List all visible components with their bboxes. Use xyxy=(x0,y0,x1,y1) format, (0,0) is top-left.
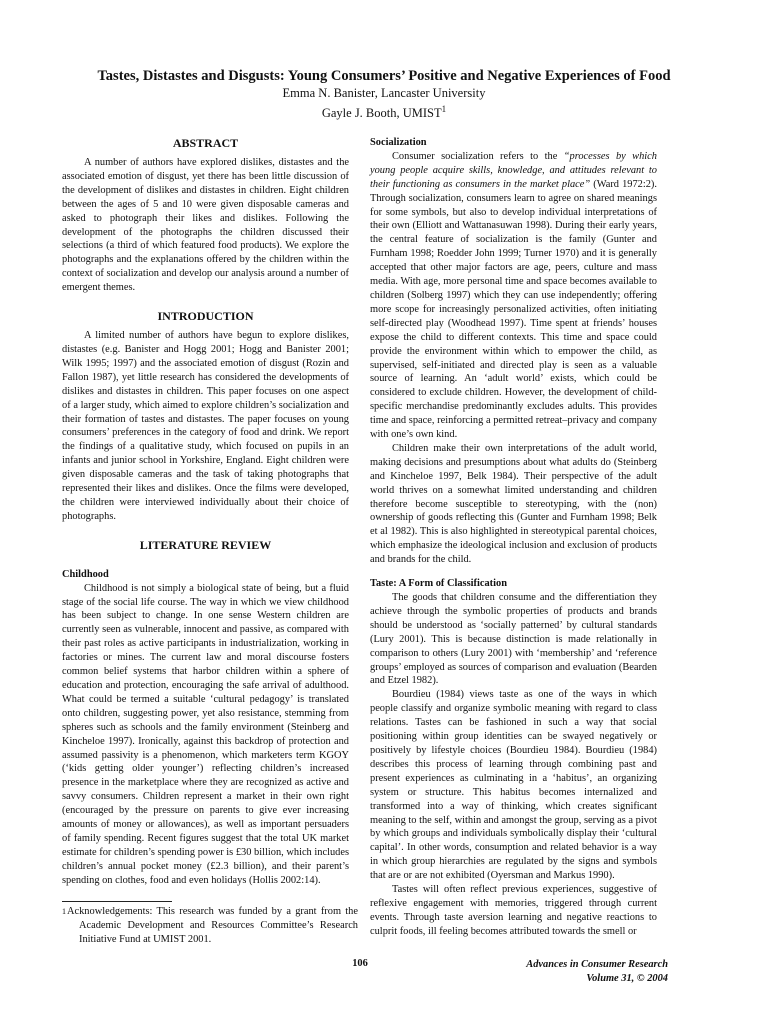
footnote-rule xyxy=(62,901,172,902)
journal-volume: Volume 31, © 2004 xyxy=(586,972,668,984)
page-number: 106 xyxy=(352,958,368,969)
taste-paragraph-1: The goods that children consume and the differentiation they achieve through the symbolic properties of products and brands should be understood as ‘socially patterned’ by cultural standards (Lury 2001). This is because distinction is made relationally in comparison to others (Lury 2001) with ‘membership’ and ‘reference groups’ employed as sources of comparison and evaluation (Bearden and Etzel 1982). xyxy=(370,592,657,687)
abstract-heading: ABSTRACT xyxy=(172,136,239,150)
socialization-p1-rest: (Ward 1972:2). Through socialization, consumers learn to agree on shared meanings for some symbols, but also to develop individual interpretations of their own (Elliott and Wattanasuwan 1998). During their early years, the central feature of socialization is the family (Gunter and Furnham 1998; Roedder John 1999; Turner 1970) and it is generally accepted that other major factors are age, peers, culture and mass media. With age, more personal time and space becomes available to children (Solberg 1997) which they can use independently; offering more scope for increasingly personalized activities, often initiating self-directed play (Woodhead 1997). Time spent at friends’ houses expose the child to different contexts. This time and space could provide the environment within which to empower the child, as supervised, self-initiated and directed play is seen as a valuable source of learning. An ‘adult world’ exists, which could be considered to exclude children. However, the development of child-specific merchandise predominantly excludes adults. This provides time and space, reinforcing a permitted retreat–privacy and company with one’s own kind. xyxy=(370,178,657,441)
abstract-paragraph: A number of authors have explored dislikes, distastes and the associated emotion of disgust, yet there has been little discussion of the development of dislikes and distastes in children. Eight children between the ages of 5 and 10 were given disposable cameras and asked to photograph their likes and dislikes. Following the development of the photographs the children discussed their selections (a third of which featured food products). We explore the photographs and the explanations offered by the children within the context of socialization and develop our analysis around a number of emergent themes. xyxy=(62,157,349,294)
author-2 xyxy=(60,102,708,122)
introduction-heading: INTRODUCTION xyxy=(157,309,254,324)
author-1: Emma N. Banister, Lancaster University xyxy=(282,86,486,100)
taste-heading: Taste: A Form of Classification xyxy=(370,578,507,590)
socialization-paragraph-2: Children make their own interpretations of the adult world, making decisions and presumptions about what adults do (Steinberg and Kincheloe 1997, Belk 1984). Their perspective of the adult world thrives on a somewhat limited understanding and children therefore become susceptible to stereotyping, with the (non) ownership of goods reflecting this (Gunter and Furnham 1998; Belk et al 1982). This is also highlighted in stereotypical parental choices, which emphasize the ideological inclusion and exclusion of products and brands for the child. xyxy=(370,442,657,566)
taste-paragraph-2: Bourdieu (1984) views taste as one of the ways in which people classify and organize symbolic meaning with regard to class relations. Tastes can be fashioned in such a way that social positioning within group identities can be swayed negatively or positively by lifestyle choices (Bourdieu 1984). Bourdieu (1984) describes this process of learning through combining past and present experiences as culminating in a ‘habitus’, an organizing system or structure. This habitus becomes internalized and transformed into a way of thinking, which creates significant meaning to the self, within and amongst the group, serving as a pivot by which groups and individuals symbolically display their ‘cultural capital’. In other words, consumption and related behavior is a way in which group hierarchies are regulated by the signs and symbols that are or are not exhibited (Oyersman and Markus 1990). xyxy=(370,689,657,882)
paper-title: Tastes, Distastes and Disgusts: Young Consumers’ Positive and Negative Experiences of Food xyxy=(97,68,671,84)
literature-review-heading: LITERATURE REVIEW xyxy=(139,537,272,552)
childhood-heading: Childhood xyxy=(62,568,109,580)
author-2-name: Gayle J. Booth, UMIST xyxy=(321,105,442,120)
socialization-heading: Socialization xyxy=(370,137,427,148)
journal-info xyxy=(468,958,668,985)
footnote-mark-ref: 1 xyxy=(441,103,447,114)
taste-paragraph-3: Tastes will often reflect previous experiences, suggestive of reflexive engagement with memories, triggered through current events. Through taste aversion learning and negative reactions to culprit foods, ill feeling becomes attributed towards the smell or xyxy=(370,884,657,937)
childhood-paragraph: Childhood is not simply a biological state of being, but a fluid stage of the social life course. The way in which we view childhood has been subject to change. In one sense Western children are currently seen as vulnerable, innocent and passive, as compared with their past roles as active participants in industrialization, working in factories or mines. The current law and moral discourse fosters common belief systems that harbor children within a sphere of education and protection, encouraging the safe arrival of adulthood. What could be termed a suitable ‘cultural pedagogy’ is translated onto children, suggesting power, yet also resistance, stemming from spheres such as schools and the family environment (Steinberg and Kincheloe 1997). Ironically, against this backdrop of protection and assumed passivity is a phenomenon, which marketers term KGOY (‘kids getting older younger’) reflecting children’s increased presence in the marketplace where they are recognized as active and savvy consumers. Children represent a market in their own right (encouraged by the pressure on parents to give ever increasing amounts of money or allowances), as well as important persuaders of family spending. Recent figures suggest that the total UK market estimate for children’s spending power is £30 billion, which includes children’s annual pocket money (£2.3 billion), and their parent’s spending on clothes, food and even holidays (Hollis 2002:14). xyxy=(62,582,349,886)
footnote-text: Acknowledgements: This research was funded by a grant from the Academic Development and Resources Committee’s Research Initiative Fund at UMIST 2001. xyxy=(67,906,358,945)
footnote-mark: 1 xyxy=(62,907,66,916)
socialization-quote: “processes by which young people acquire skills, knowledge, and attitudes relevant to their functioning as consumers in the market place” xyxy=(370,150,657,190)
introduction-paragraph: A limited number of authors have begun to explore dislikes, distastes (e.g. Banister and Hogg 2001; Hogg and Banister 2001; Wilk 1995; 1997) and the associated emotion of disgust (Rozin and Fallon 1987), yet little research has considered the developments of dislikes and distastes in children. This paper focuses on one aspect of a larger study, which aimed to explore children’s socialization and their formation of tastes and distastes. The paper focuses on young consumers’ preferences in the category of food and drink. We report the findings of a qualitative study, which focused on pupils in an infants and junior school in Yorkshire, England. Eight children were given disposable cameras and the task of taking photographs that represented their likes and dislikes. Once the films were developed, the children were interviewed individually about their choice of photographs. xyxy=(62,330,349,522)
author-block xyxy=(60,86,708,121)
socialization-p1-start: Consumer socialization refers to the xyxy=(392,150,564,162)
footnote xyxy=(62,905,358,947)
right-column xyxy=(370,136,657,939)
left-column xyxy=(62,136,349,888)
journal-name: Advances in Consumer Research xyxy=(526,959,668,970)
socialization-paragraph-1 xyxy=(370,150,657,442)
